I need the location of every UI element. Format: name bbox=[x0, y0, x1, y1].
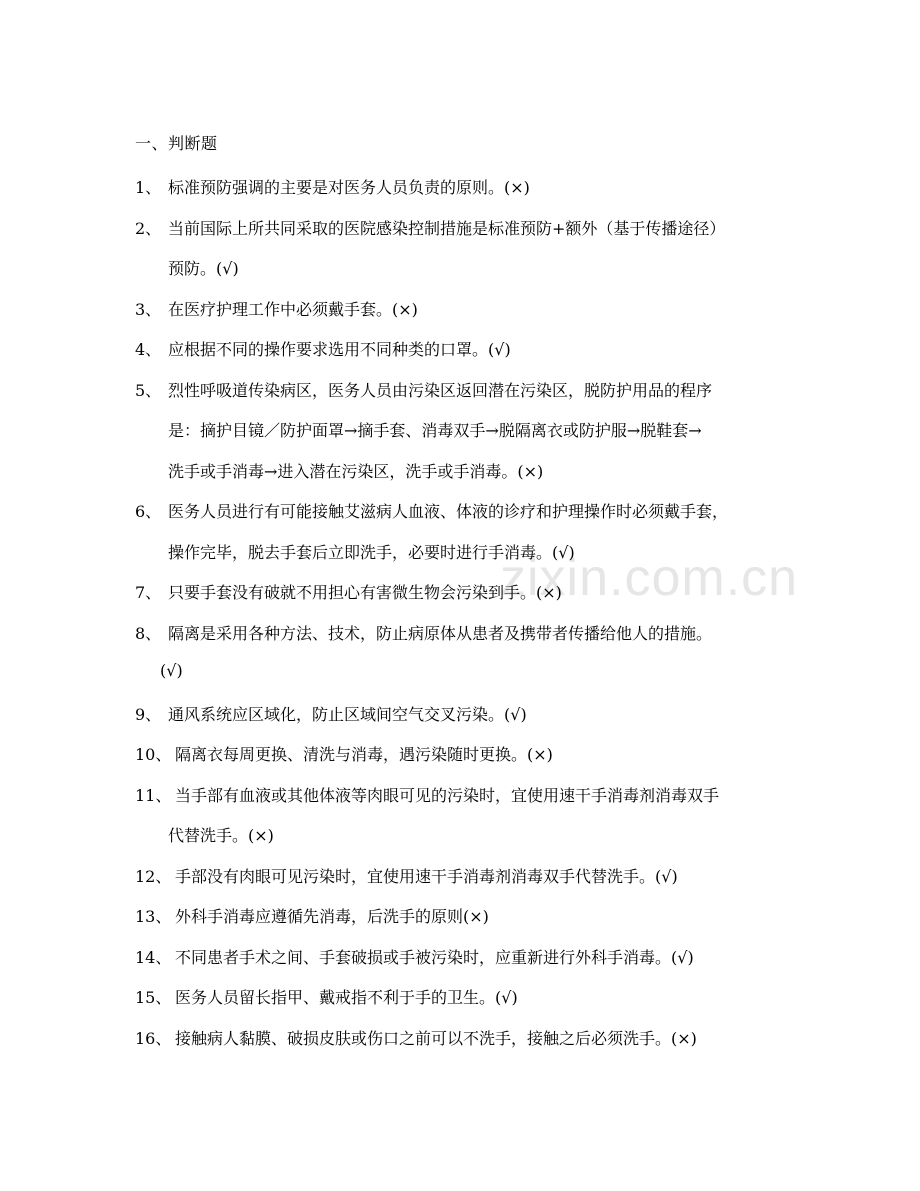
item-text: 当前国际上所共同采取的医院感染控制措施是标准预防+额外（基于传播途径） bbox=[168, 219, 726, 238]
item-text-continued: (√) bbox=[160, 661, 183, 680]
item-text: 烈性呼吸道传染病区，医务人员由污染区返回潜在污染区，脱防护用品的程序 bbox=[168, 381, 713, 400]
item-text: 标准预防强调的主要是对医务人员负责的原则。(×) bbox=[168, 178, 530, 197]
item-number: 2、 bbox=[135, 219, 162, 238]
item-number: 11、 bbox=[135, 786, 172, 805]
item-text-continued: 预防。(√) bbox=[168, 259, 239, 278]
item-number: 14、 bbox=[135, 948, 172, 967]
item-number: 4、 bbox=[135, 340, 162, 359]
item-text: 医务人员进行有可能接触艾滋病人血液、体液的诊疗和护理操作时必须戴手套， bbox=[168, 502, 729, 521]
item-text: 接触病人黏膜、破损皮肤或伤口之前可以不洗手，接触之后必须洗手。(×) bbox=[175, 1029, 697, 1048]
item-number: 13、 bbox=[135, 907, 172, 926]
item-number: 12、 bbox=[135, 867, 172, 886]
item-number: 7、 bbox=[135, 583, 162, 602]
item-text: 通风系统应区域化，防止区域间空气交叉污染。(√) bbox=[168, 705, 527, 724]
item-text: 当手部有血液或其他体液等肉眼可见的污染时，宜使用速干手消毒剂消毒双手 bbox=[175, 786, 720, 805]
item-text: 不同患者手术之间、手套破损或手被污染时，应重新进行外科手消毒。(√) bbox=[175, 948, 694, 967]
item-number: 15、 bbox=[135, 988, 172, 1007]
item-number: 6、 bbox=[135, 502, 162, 521]
item-text: 隔离衣每周更换、清洗与消毒，遇污染随时更换。(×) bbox=[175, 745, 553, 764]
item-text: 应根据不同的操作要求选用不同种类的口罩。(√) bbox=[168, 340, 511, 359]
item-number: 3、 bbox=[135, 300, 162, 319]
item-text: 只要手套没有破就不用担心有害微生物会污染到手。(×) bbox=[168, 583, 562, 602]
item-text-continued: 代替洗手。(×) bbox=[168, 826, 274, 845]
item-text: 在医疗护理工作中必须戴手套。(×) bbox=[168, 300, 418, 319]
item-text: 医务人员留长指甲、戴戒指不利于手的卫生。(√) bbox=[175, 988, 518, 1007]
watermark: zixin.com.cn bbox=[500, 549, 799, 607]
item-text-continued: 是：摘护目镜／防护面罩→摘手套、消毒双手→脱隔离衣或防护服→脱鞋套→ bbox=[168, 421, 702, 440]
item-number: 10、 bbox=[135, 745, 172, 764]
section-title: 一、判断题 bbox=[135, 134, 218, 153]
item-text: 隔离是采用各种方法、技术，防止病原体从患者及携带者传播给他人的措施。 bbox=[168, 624, 713, 643]
item-number: 1、 bbox=[135, 178, 162, 197]
item-number: 8、 bbox=[135, 624, 162, 643]
item-number: 9、 bbox=[135, 705, 162, 724]
item-text: 手部没有肉眼可见污染时，宜使用速干手消毒剂消毒双手代替洗手。(√) bbox=[175, 867, 678, 886]
item-number: 5、 bbox=[135, 381, 162, 400]
item-number: 16、 bbox=[135, 1029, 172, 1048]
item-text: 外科手消毒应遵循先消毒，后洗手的原则(×) bbox=[175, 907, 489, 926]
item-text-continued: 操作完毕，脱去手套后立即洗手，必要时进行手消毒。(√) bbox=[168, 543, 575, 562]
item-text-continued: 洗手或手消毒→进入潜在污染区，洗手或手消毒。(×) bbox=[168, 462, 544, 481]
